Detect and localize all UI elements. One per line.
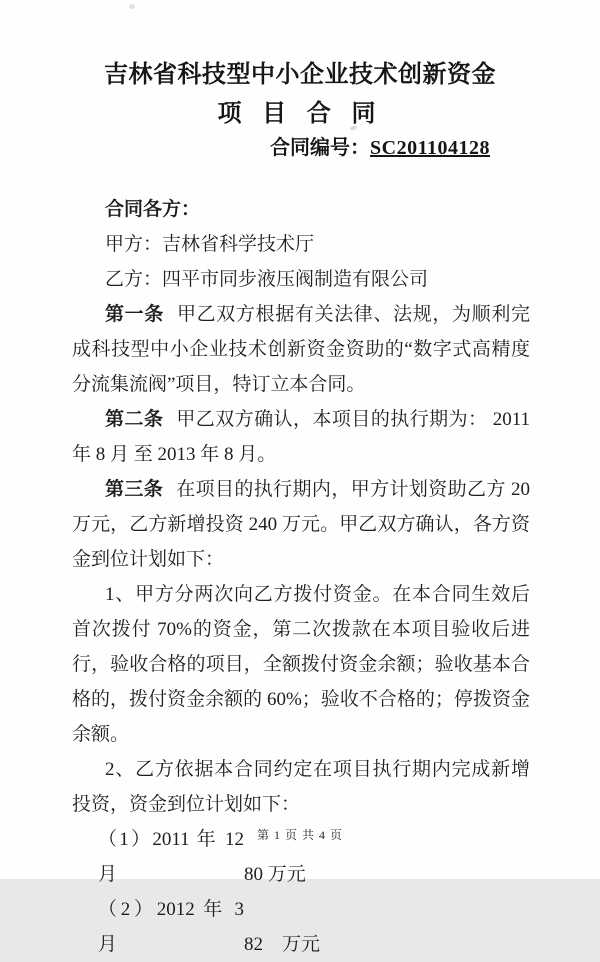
clause-1-text: 甲乙双方根据有关法律、法规，为顺利完成科技型中小企业技术创新资金资助的“数字式高精度分流集流阀”项目，特订立本合同。: [72, 304, 530, 395]
schedule-1-date: （1）2011 年 12 月: [98, 829, 244, 885]
party-b-line: 乙方：四平市同步液压阀制造有限公司: [105, 269, 429, 290]
party-a-line: 甲方：吉林省科学技术厅: [105, 234, 315, 255]
clause-3-item-2: 2、乙方依据本合同约定在项目执行期内完成新增投资，资金到位计划如下：: [72, 759, 530, 815]
schedule-2-date: （2）2012 年 3 月: [98, 899, 244, 955]
clause-3-number: 第三条: [105, 479, 164, 500]
clause-2-text: 甲乙双方确认，本项目的执行期为： 2011 年 8 月 至 2013 年 8 月。: [72, 409, 530, 465]
contract-number-label: 合同编号：: [270, 137, 371, 159]
page-number-footer: 第 1 页 共 4 页: [256, 828, 343, 842]
contract-number-row: [270, 131, 490, 160]
clause-2-number: 第二条: [105, 409, 164, 430]
document-title-line2: 项 目 合 同: [217, 100, 383, 127]
clause-3-item-1: 1、甲方分两次向乙方拨付资金。在本合同生效后首次拨付 70%的资金，第二次拨款在本项目验收后进行，验收合格的项目，全额拨付资金余额；验收基本合格的，拨付资金余额的 60%；验收不合格的；停拨资金余额。: [72, 584, 530, 745]
scan-artifact-speck: [129, 4, 135, 9]
contract-number-value: SC201104128: [370, 137, 490, 159]
schedule-2-amount: 82 万元: [244, 934, 321, 955]
clause-2: [72, 402, 530, 472]
clause-3: [72, 472, 530, 577]
contract-body: [72, 192, 530, 962]
parties-heading: 合同各方：: [105, 199, 201, 220]
clause-1-number: 第一条: [105, 304, 164, 325]
schedule-1-amount: 80 万元: [244, 864, 306, 885]
clause-1: [72, 297, 530, 402]
clause-3-text: 在项目的执行期内，甲方计划资助乙方 20 万元，乙方新增投资 240 万元。甲乙双方确认，各方资金到位计划如下：: [72, 479, 530, 570]
document-title-line1: 吉林省科技型中小企业技术创新资金: [104, 61, 496, 88]
investment-schedule-row-2: [72, 892, 530, 962]
